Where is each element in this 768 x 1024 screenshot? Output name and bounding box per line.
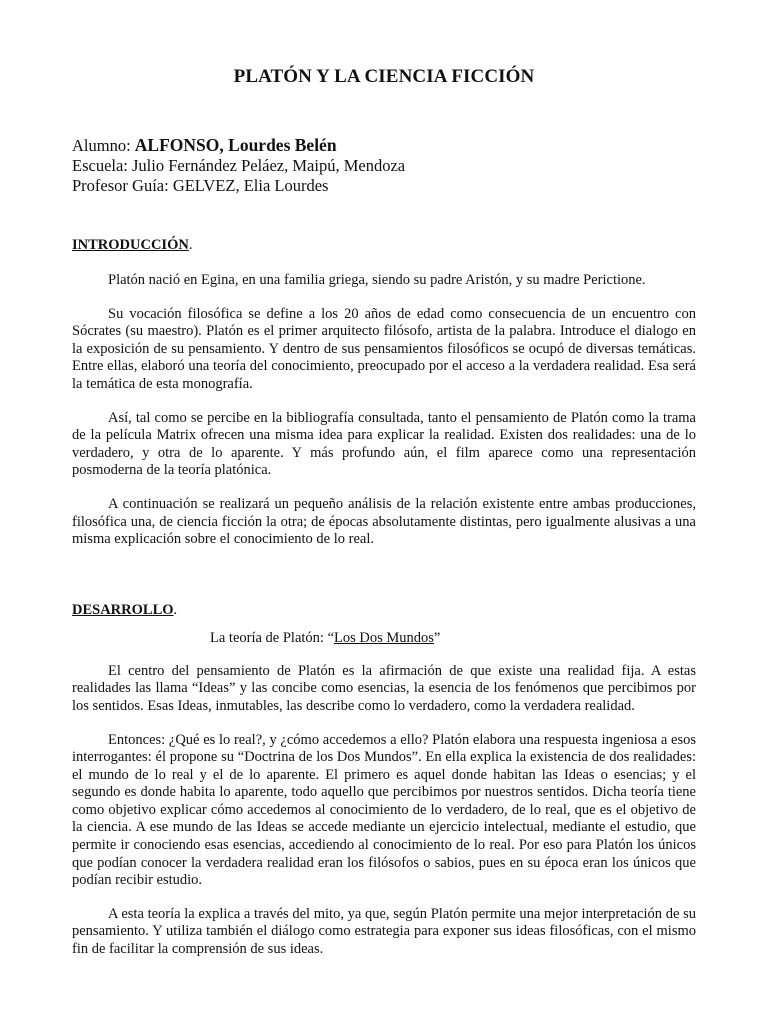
development-heading [72,601,696,619]
development-heading-period: . [173,601,178,618]
intro-paragraph-2: Su vocación filosófica se define a los 20 años de edad como consecuencia de un encuentro con Sócrates (su maestro). Platón es el primer arquitecto filósofo, artista de la palabra. Introduce el dialogo en la exposición de su pensamiento. Y dentro de sus pensamientos filosóficos se ocupó de diversas temáticas. Entre ellas, elaboró una teoría del conocimiento, preocupado por el acceso a la verdadera realidad. Esa será la temática de esta monografía. [72,305,696,392]
subheading-suffix: ” [433,629,441,646]
intro-heading-text: INTRODUCCIÓN [72,237,189,253]
development-paragraph-1: El centro del pensamiento de Platón es la afirmación de que existe una realidad fija. A estas realidades las llama “Ideas” y las concibe como esencias, la esencia de los fenómenos que percibimos por los sentidos. Esas Ideas, inmutables, las describe como lo verdadero, como la verdadera realidad. [72,662,696,714]
author-info [72,135,696,196]
intro-paragraph-4: A continuación se realizará un pequeño análisis de la relación existente entre ambas producciones, filosófica una, de ciencia ficción la otra; de épocas absolutamente distintas, pero igualmente alusivas a una misma explicación sobre el conocimiento de lo real. [72,495,696,548]
intro-paragraph-1: Platón nació en Egina, en una familia griega, siendo su padre Aristón, y su madre Perictione. [108,272,646,288]
teacher-line: Profesor Guía: GELVEZ, Elia Lourdes [72,176,329,195]
intro-heading-period: . [188,237,193,253]
document-title: PLATÓN Y LA CIENCIA FICCIÓN [233,66,535,87]
section-subheading [72,629,696,647]
development-heading-text: DESARROLLO [72,601,174,618]
subheading-prefix: La teoría de Platón: “ [210,629,335,646]
intro-heading [72,236,696,254]
student-name: ALFONSO, Lourdes Belén [134,135,337,155]
student-line [72,135,696,156]
development-paragraph-2: Entonces: ¿Qué es lo real?, y ¿cómo accedemos a ello? Platón elabora una respuesta ingeniosa a esos interrogantes: él propone su “Doctrina de los Dos Mundos”. En ella explica la existencia de dos realidades: el mundo de lo real y el de lo aparente. El primero es aquel donde habitan las Ideas o esencias; y el segundo es donde habita lo aparente, todo aquello que percibimos por nuestros sentidos. Dicha teoría tiene como objetivo explicar cómo accedemos al conocimiento de lo verdadero, de lo real, que es el objetivo de la ciencia. A ese mundo de las Ideas se accede mediante un ejercicio intelectual, mediante el estudio, que permite ir conociendo esas esencias, accediendo al conocimiento de lo real. Por eso para Platón los únicos que podían conocer la verdadera realidad eran los filósofos o sabios, pues en su época eran los únicos que podían recibir estudio. [72,731,696,889]
student-label: Alumno: [72,136,135,155]
development-paragraph-3: A esta teoría la explica a través del mito, ya que, según Platón permite una mejor interpretación de su pensamiento. Y utiliza también el diálogo como estrategia para exponer sus ideas filosóficas, con el mismo fin de facilitar la comprensión de sus ideas. [72,905,696,958]
school-line: Escuela: Julio Fernández Peláez, Maipú, Mendoza [72,156,406,175]
subheading-title: Los Dos Mundos [334,629,434,646]
intro-paragraph-3: Así, tal como se percibe en la bibliografía consultada, tanto el pensamiento de Platón como la trama de la película Matrix ofrecen una misma idea para explicar la realidad. Existen dos realidades: una de lo verdadero, y otra de lo aparente. Y más profundo aún, el film aparece como una representación posmoderna de la teoría platónica. [72,409,696,479]
